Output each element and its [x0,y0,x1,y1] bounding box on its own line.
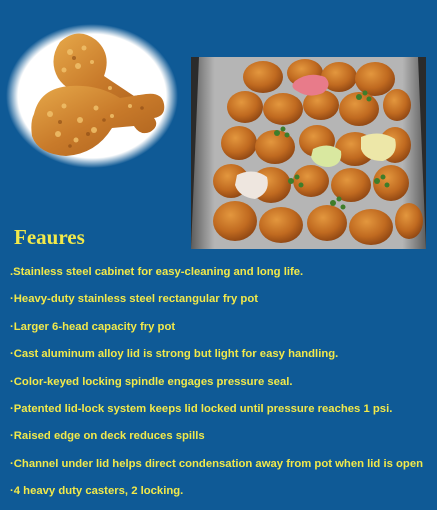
feature-item: ·Cast aluminum alloy lid is strong but light for easy handling. [10,348,339,361]
feature-item: ·Color-keyed locking spindle engages pressure seal. [10,375,293,388]
feature-item: .Stainless steel cabinet for easy-cleaning and long life. [10,266,304,278]
features-heading: Feaures [14,225,85,249]
features-list [10,263,437,510]
feature-item: ·Patented lid-lock system keeps lid locked until pressure reaches 1 psi. [10,402,393,415]
fried-chicken-tray-image [191,57,426,249]
feature-item: ·Raised edge on deck reduces spills [10,430,205,443]
feature-item: ·Larger 6-head capacity fry pot [10,320,176,333]
feature-item: ·Channel under lid helps direct condensation away from pot when lid is open [10,457,424,470]
feature-item: ·4 heavy duty casters, 2 locking. [10,485,184,498]
feature-item: ·Heavy-duty stainless steel rectangular fry pot [10,293,258,306]
fried-chicken-drumsticks-image [0,22,180,170]
